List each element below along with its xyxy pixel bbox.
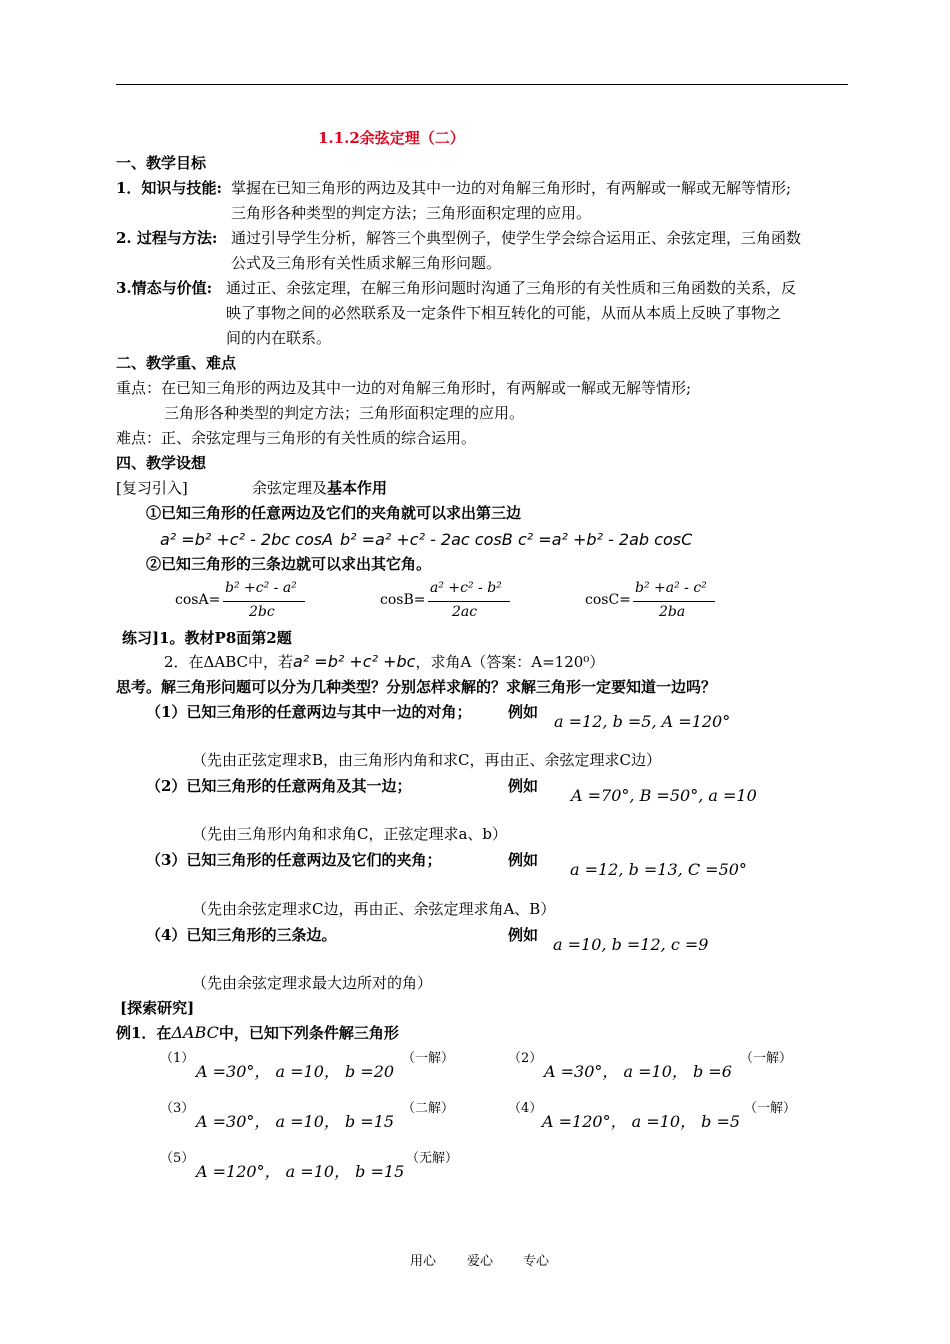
example-condition: A =120°， a =10， b =5 (542, 1112, 741, 1131)
emotion-text-3: 间的内在联系。 (226, 329, 332, 347)
formula-c: c² =a² +b² - 2ab cosC (518, 530, 693, 549)
page-title: 1.1.2余弦定理（二） (318, 129, 465, 147)
case-2-example: A =70°, B =50°, a =10 (571, 786, 757, 805)
case-4-example: a =10, b =12, c =9 (553, 935, 709, 954)
case-1-example: a =12, b =5, A =120° (554, 712, 731, 731)
example-result: （无解） (406, 1151, 459, 1166)
example-index: （2） (508, 1051, 543, 1066)
example-result: （一解） (402, 1051, 455, 1066)
case-3-example-label: 例如 (508, 851, 539, 869)
example-condition: A =30°， a =10， b =15 (196, 1112, 395, 1131)
case-3-example: a =12, b =13, C =50° (570, 860, 747, 879)
key-point-text-2: 三角形各种类型的判定方法；三角形面积定理的应用。 (164, 404, 525, 422)
key-points-heading: 二、教学重、难点 (116, 354, 237, 372)
cos-a-formula: cosA= b² +c² - a² 2bc (175, 580, 305, 624)
case-1: （1）已知三角形的任意两边与其中一边的对角； (146, 703, 472, 721)
case-1-note: （先由正弦定理求B，由三角形内角和求C，再由正、余弦定理求C边） (192, 751, 661, 769)
example-index: （5） (160, 1151, 195, 1166)
process-text-1: 通过引导学生分析，解答三个典型例子，使学生学会综合运用正、余弦定理，三角函数 (231, 229, 802, 247)
design-heading: 四、教学设想 (116, 454, 207, 472)
example-condition: A =30°， a =10， b =6 (544, 1062, 732, 1081)
formula-b: b² =a² +c² - 2ac cosB (340, 530, 513, 549)
objectives-heading: 一、教学目标 (116, 154, 207, 172)
knowledge-label: 1．知识与技能: (116, 179, 222, 197)
example-1-heading: 例1．在ΔABC中，已知下列条件解三角形 (116, 1023, 399, 1042)
point-2: ②已知三角形的三条边就可以求出其它角。 (146, 555, 432, 573)
example-index: （1） (160, 1051, 195, 1066)
formula-a: a² =b² +c² - 2bc cosA (160, 530, 334, 549)
cos-b-formula: cosB= a² +c² - b² 2ac (380, 580, 510, 624)
example-condition: A =30°， a =10， b =20 (196, 1062, 395, 1081)
think-question: 思考。解三角形问题可以分为几种类型？分别怎样求解的？求解三角形一定要知道一边吗？ (116, 678, 717, 696)
process-text-2: 公式及三角形有关性质求解三角形问题。 (231, 254, 502, 272)
emotion-text-1: 通过正、余弦定理，在解三角形问题时沟通了三角形的有关性质和三角函数的关系，反 (226, 279, 797, 297)
example-result: （一解） (740, 1051, 793, 1066)
difficult-point-text: 难点：正、余弦定理与三角形的有关性质的综合运用。 (116, 429, 477, 447)
header-rule (116, 84, 848, 85)
case-2-example-label: 例如 (508, 777, 539, 795)
example-result: （一解） (744, 1101, 797, 1116)
case-2-note: （先由三角形内角和求角C，正弦定理求a、b） (192, 825, 508, 843)
practice-2: 2．在ΔABC中，若a² =b² +c² +bc，求角A（答案：A=120⁰） (164, 652, 605, 671)
case-3: （3）已知三角形的任意两边及它们的夹角； (146, 851, 442, 869)
practice-label: 练习]1。教材P8面第2题 (122, 629, 292, 647)
knowledge-text-2: 三角形各种类型的判定方法；三角形面积定理的应用。 (231, 204, 592, 222)
key-point-text-1: 重点：在已知三角形的两边及其中一边的对角解三角形时，有两解或一解或无解等情形; (116, 379, 692, 397)
knowledge-text-1: 掌握在已知三角形的两边及其中一边的对角解三角形时，有两解或一解或无解等情形; (231, 179, 792, 197)
case-3-note: （先由余弦定理求C边，再由正、余弦定理求角A、B） (192, 900, 556, 918)
footer-text-1: 用心 (410, 1254, 437, 1269)
point-1: ①已知三角形的任意两边及它们的夹角就可以求出第三边 (146, 504, 522, 522)
footer-text-2: 爱心 (467, 1254, 494, 1269)
emotion-label: 3.情态与价值: (116, 279, 213, 297)
footer-text-3: 专心 (523, 1254, 550, 1269)
review-text: 余弦定理及基本作用 (252, 479, 388, 497)
explore-label: [探索研究] (120, 999, 195, 1017)
case-2: （2）已知三角形的任意两角及其一边； (146, 777, 412, 795)
example-condition: A =120°， a =10， b =15 (196, 1162, 405, 1181)
emotion-text-2: 映了事物之间的必然联系及一定条件下相互转化的可能，从而从本质上反映了事物之 (226, 304, 782, 322)
case-4-note: （先由余弦定理求最大边所对的角） (192, 974, 433, 992)
review-label: [复习引入] (116, 479, 188, 497)
example-result: （二解） (402, 1101, 455, 1116)
cos-c-formula: cosC= b² +a² - c² 2ba (585, 580, 715, 624)
process-label: 2. 过程与方法: (116, 229, 218, 247)
example-index: （4） (508, 1101, 543, 1116)
case-4: （4）已知三角形的三条边。 (146, 926, 337, 944)
case-4-example-label: 例如 (508, 926, 539, 944)
example-index: （3） (160, 1101, 195, 1116)
case-1-example-label: 例如 (508, 703, 539, 721)
